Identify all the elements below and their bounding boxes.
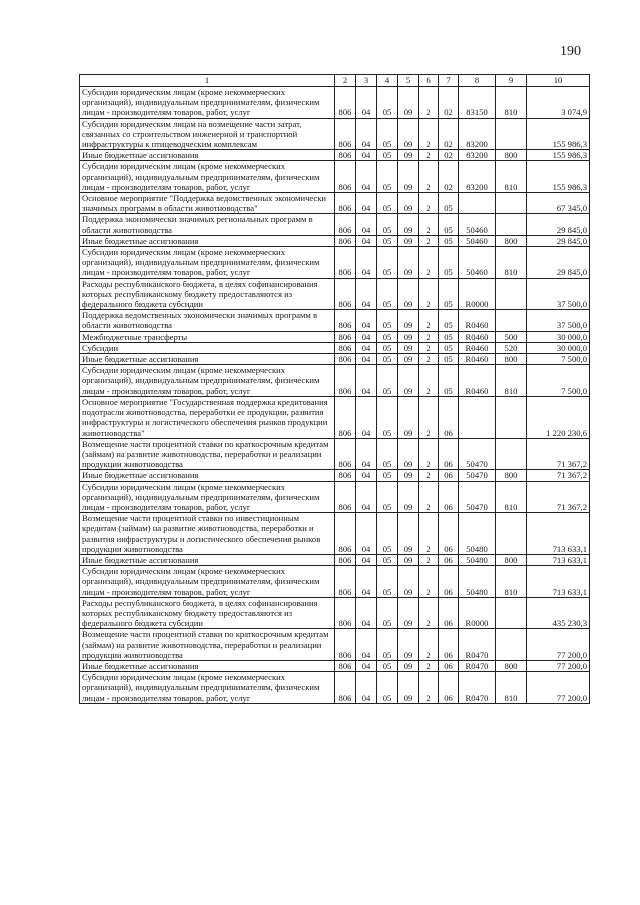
subprogram-code: 09 bbox=[398, 247, 419, 279]
subsection-code: 04 bbox=[356, 470, 377, 481]
program-code: 05 bbox=[377, 354, 398, 365]
type-code bbox=[496, 513, 527, 555]
event-code: 05 bbox=[439, 331, 459, 342]
expense-code: 83200 bbox=[459, 150, 496, 161]
direction-code: 2 bbox=[419, 193, 439, 214]
subsection-code: 04 bbox=[356, 310, 377, 331]
row-description: Субсидии юридическим лицам (кроме некоммерческих организаций), индивидуальным предпринимателям, физическим лицам - производителям товаров, работ, услуг bbox=[80, 481, 335, 513]
table-row bbox=[80, 365, 590, 397]
event-code: 06 bbox=[439, 513, 459, 555]
direction-code: 2 bbox=[419, 396, 439, 438]
subsection-code: 04 bbox=[356, 150, 377, 161]
amount: 29 845,0 bbox=[527, 247, 590, 279]
row-description: Субсидии юридическим лицам (кроме некоммерческих организаций), индивидуальным предпринимателям, физическим лицам - производителям товаров, работ, услуг bbox=[80, 87, 335, 119]
table-row bbox=[80, 161, 590, 193]
expense-code: R0460 bbox=[459, 331, 496, 342]
table-row bbox=[80, 193, 590, 214]
direction-code: 2 bbox=[419, 161, 439, 193]
program-code: 05 bbox=[377, 214, 398, 235]
row-description: Иные бюджетные ассигнования bbox=[80, 354, 335, 365]
section-code: 806 bbox=[335, 354, 356, 365]
subprogram-code: 09 bbox=[398, 481, 419, 513]
subprogram-code: 09 bbox=[398, 554, 419, 565]
event-code: 06 bbox=[439, 672, 459, 704]
subprogram-code: 09 bbox=[398, 214, 419, 235]
subprogram-code: 09 bbox=[398, 597, 419, 629]
section-code: 806 bbox=[335, 513, 356, 555]
type-code: 810 bbox=[496, 566, 527, 598]
type-code bbox=[496, 629, 527, 661]
subsection-code: 04 bbox=[356, 214, 377, 235]
row-description: Иные бюджетные ассигнования bbox=[80, 554, 335, 565]
row-description: Поддержка ведомственных экономически значимых программ в области животноводства bbox=[80, 310, 335, 331]
subsection-code: 04 bbox=[356, 513, 377, 555]
amount: 155 986,3 bbox=[527, 161, 590, 193]
table-header-row bbox=[80, 75, 590, 87]
type-code: 800 bbox=[496, 554, 527, 565]
table-row bbox=[80, 513, 590, 555]
direction-code: 2 bbox=[419, 660, 439, 671]
expense-code: 50480 bbox=[459, 554, 496, 565]
event-code: 02 bbox=[439, 150, 459, 161]
subsection-code: 04 bbox=[356, 278, 377, 310]
subprogram-code: 09 bbox=[398, 118, 419, 150]
row-description: Субсидии bbox=[80, 342, 335, 353]
program-code: 05 bbox=[377, 331, 398, 342]
direction-code: 2 bbox=[419, 470, 439, 481]
amount: 37 500,0 bbox=[527, 278, 590, 310]
subsection-code: 04 bbox=[356, 629, 377, 661]
row-description: Иные бюджетные ассигнования bbox=[80, 470, 335, 481]
expense-code: 50460 bbox=[459, 214, 496, 235]
subsection-code: 04 bbox=[356, 566, 377, 598]
section-code: 806 bbox=[335, 481, 356, 513]
section-code: 806 bbox=[335, 554, 356, 565]
table-row bbox=[80, 396, 590, 438]
subsection-code: 04 bbox=[356, 87, 377, 119]
column-header: 2 bbox=[335, 75, 356, 87]
amount: 71 367,2 bbox=[527, 470, 590, 481]
subprogram-code: 09 bbox=[398, 193, 419, 214]
column-header: 1 bbox=[80, 75, 335, 87]
program-code: 05 bbox=[377, 278, 398, 310]
expense-code: R0000 bbox=[459, 597, 496, 629]
section-code: 806 bbox=[335, 235, 356, 246]
subsection-code: 04 bbox=[356, 118, 377, 150]
amount: 29 845,0 bbox=[527, 235, 590, 246]
table-row bbox=[80, 354, 590, 365]
expense-code: 83150 bbox=[459, 87, 496, 119]
table-row bbox=[80, 214, 590, 235]
expense-code: R0000 bbox=[459, 278, 496, 310]
subprogram-code: 09 bbox=[398, 660, 419, 671]
direction-code: 2 bbox=[419, 554, 439, 565]
event-code: 02 bbox=[439, 161, 459, 193]
expense-code: R0460 bbox=[459, 365, 496, 397]
subprogram-code: 09 bbox=[398, 342, 419, 353]
event-code: 05 bbox=[439, 354, 459, 365]
program-code: 05 bbox=[377, 247, 398, 279]
event-code: 02 bbox=[439, 87, 459, 119]
column-header: 10 bbox=[527, 75, 590, 87]
subsection-code: 04 bbox=[356, 597, 377, 629]
table-row bbox=[80, 672, 590, 704]
row-description: Субсидии юридическим лицам на возмещение части затрат, связанных со строительством инженерной и транспортной инфраструктуры к птицеводческим комплексам bbox=[80, 118, 335, 150]
type-code: 800 bbox=[496, 660, 527, 671]
row-description: Расходы республиканского бюджета, в целях софинансирования которых республиканскому бюджету предоставляются из федерального бюджета субсидии bbox=[80, 278, 335, 310]
section-code: 806 bbox=[335, 470, 356, 481]
section-code: 806 bbox=[335, 278, 356, 310]
subprogram-code: 09 bbox=[398, 87, 419, 119]
expense-code: 83200 bbox=[459, 118, 496, 150]
direction-code: 2 bbox=[419, 672, 439, 704]
direction-code: 2 bbox=[419, 235, 439, 246]
row-description: Иные бюджетные ассигнования bbox=[80, 150, 335, 161]
page-number: 190 bbox=[560, 44, 581, 59]
program-code: 05 bbox=[377, 235, 398, 246]
program-code: 05 bbox=[377, 193, 398, 214]
subprogram-code: 09 bbox=[398, 365, 419, 397]
event-code: 06 bbox=[439, 660, 459, 671]
program-code: 05 bbox=[377, 118, 398, 150]
subsection-code: 04 bbox=[356, 193, 377, 214]
program-code: 05 bbox=[377, 672, 398, 704]
row-description: Расходы республиканского бюджета, в целях софинансирования которых республиканскому бюджету предоставляются из федерального бюджета субсидии bbox=[80, 597, 335, 629]
subsection-code: 04 bbox=[356, 396, 377, 438]
section-code: 806 bbox=[335, 396, 356, 438]
subsection-code: 04 bbox=[356, 365, 377, 397]
section-code: 806 bbox=[335, 566, 356, 598]
amount: 30 000,0 bbox=[527, 342, 590, 353]
type-code: 810 bbox=[496, 87, 527, 119]
event-code: 06 bbox=[439, 481, 459, 513]
program-code: 05 bbox=[377, 310, 398, 331]
amount: 7 500,0 bbox=[527, 365, 590, 397]
event-code: 06 bbox=[439, 629, 459, 661]
section-code: 806 bbox=[335, 660, 356, 671]
expense-code: 83200 bbox=[459, 161, 496, 193]
event-code: 06 bbox=[439, 438, 459, 470]
direction-code: 2 bbox=[419, 438, 439, 470]
direction-code: 2 bbox=[419, 342, 439, 353]
expense-code: 50460 bbox=[459, 247, 496, 279]
section-code: 806 bbox=[335, 161, 356, 193]
amount: 77 200,0 bbox=[527, 660, 590, 671]
amount: 435 230,3 bbox=[527, 597, 590, 629]
event-code: 05 bbox=[439, 310, 459, 331]
table-row bbox=[80, 481, 590, 513]
table-row bbox=[80, 566, 590, 598]
subprogram-code: 09 bbox=[398, 396, 419, 438]
program-code: 05 bbox=[377, 660, 398, 671]
direction-code: 2 bbox=[419, 566, 439, 598]
section-code: 806 bbox=[335, 597, 356, 629]
type-code: 810 bbox=[496, 161, 527, 193]
amount: 3 074,9 bbox=[527, 87, 590, 119]
amount: 713 633,1 bbox=[527, 554, 590, 565]
direction-code: 2 bbox=[419, 629, 439, 661]
row-description: Иные бюджетные ассигнования bbox=[80, 235, 335, 246]
section-code: 806 bbox=[335, 87, 356, 119]
program-code: 05 bbox=[377, 438, 398, 470]
type-code: 520 bbox=[496, 342, 527, 353]
program-code: 05 bbox=[377, 629, 398, 661]
program-code: 05 bbox=[377, 566, 398, 598]
subprogram-code: 09 bbox=[398, 566, 419, 598]
section-code: 806 bbox=[335, 342, 356, 353]
column-header: 7 bbox=[439, 75, 459, 87]
column-header: 6 bbox=[419, 75, 439, 87]
event-code: 06 bbox=[439, 470, 459, 481]
direction-code: 2 bbox=[419, 278, 439, 310]
direction-code: 2 bbox=[419, 87, 439, 119]
amount: 30 000,0 bbox=[527, 331, 590, 342]
direction-code: 2 bbox=[419, 597, 439, 629]
event-code: 05 bbox=[439, 235, 459, 246]
direction-code: 2 bbox=[419, 310, 439, 331]
subsection-code: 04 bbox=[356, 354, 377, 365]
type-code bbox=[496, 118, 527, 150]
event-code: 06 bbox=[439, 554, 459, 565]
program-code: 05 bbox=[377, 396, 398, 438]
table-row bbox=[80, 342, 590, 353]
amount: 155 986,3 bbox=[527, 150, 590, 161]
program-code: 05 bbox=[377, 87, 398, 119]
amount: 713 633,1 bbox=[527, 513, 590, 555]
expense-code: 50480 bbox=[459, 566, 496, 598]
amount: 37 500,0 bbox=[527, 310, 590, 331]
subprogram-code: 09 bbox=[398, 513, 419, 555]
type-code bbox=[496, 214, 527, 235]
direction-code: 2 bbox=[419, 118, 439, 150]
subsection-code: 04 bbox=[356, 331, 377, 342]
event-code: 05 bbox=[439, 193, 459, 214]
program-code: 05 bbox=[377, 470, 398, 481]
program-code: 05 bbox=[377, 150, 398, 161]
event-code: 05 bbox=[439, 278, 459, 310]
table-row bbox=[80, 629, 590, 661]
subprogram-code: 09 bbox=[398, 278, 419, 310]
subprogram-code: 09 bbox=[398, 150, 419, 161]
amount: 1 220 230,6 bbox=[527, 396, 590, 438]
direction-code: 2 bbox=[419, 513, 439, 555]
row-description: Субсидии юридическим лицам (кроме некоммерческих организаций), индивидуальным предпринимателям, физическим лицам - производителям товаров, работ, услуг bbox=[80, 365, 335, 397]
program-code: 05 bbox=[377, 342, 398, 353]
table-row bbox=[80, 150, 590, 161]
program-code: 05 bbox=[377, 554, 398, 565]
row-description: Возмещение части процентной ставки по краткосрочным кредитам (займам) на развитие животноводства, переработки и реализации продукции животноводства bbox=[80, 438, 335, 470]
row-description: Иные бюджетные ассигнования bbox=[80, 660, 335, 671]
amount: 67 345,0 bbox=[527, 193, 590, 214]
row-description: Основное мероприятие "Поддержка ведомственных экономически значимых программ в области животноводства" bbox=[80, 193, 335, 214]
direction-code: 2 bbox=[419, 150, 439, 161]
type-code bbox=[496, 310, 527, 331]
subsection-code: 04 bbox=[356, 672, 377, 704]
section-code: 806 bbox=[335, 214, 356, 235]
section-code: 806 bbox=[335, 193, 356, 214]
subsection-code: 04 bbox=[356, 660, 377, 671]
event-code: 05 bbox=[439, 342, 459, 353]
subprogram-code: 09 bbox=[398, 438, 419, 470]
subsection-code: 04 bbox=[356, 438, 377, 470]
type-code: 810 bbox=[496, 365, 527, 397]
row-description: Межбюджетные трансферты bbox=[80, 331, 335, 342]
type-code bbox=[496, 396, 527, 438]
section-code: 806 bbox=[335, 331, 356, 342]
row-description: Субсидии юридическим лицам (кроме некоммерческих организаций), индивидуальным предпринимателям, физическим лицам - производителям товаров, работ, услуг bbox=[80, 672, 335, 704]
table-row bbox=[80, 118, 590, 150]
amount: 71 367,2 bbox=[527, 481, 590, 513]
direction-code: 2 bbox=[419, 481, 439, 513]
expense-code: 50470 bbox=[459, 438, 496, 470]
row-description: Возмещение части процентной ставки по краткосрочным кредитам (займам) на развитие животноводства, переработки и реализации продукции животноводства bbox=[80, 629, 335, 661]
section-code: 806 bbox=[335, 629, 356, 661]
subsection-code: 04 bbox=[356, 481, 377, 513]
amount: 77 200,0 bbox=[527, 672, 590, 704]
expense-code: 50460 bbox=[459, 235, 496, 246]
subsection-code: 04 bbox=[356, 161, 377, 193]
amount: 7 500,0 bbox=[527, 354, 590, 365]
table-row bbox=[80, 470, 590, 481]
program-code: 05 bbox=[377, 597, 398, 629]
expense-code: 50480 bbox=[459, 513, 496, 555]
type-code bbox=[496, 193, 527, 214]
column-header: 9 bbox=[496, 75, 527, 87]
column-header: 5 bbox=[398, 75, 419, 87]
direction-code: 2 bbox=[419, 247, 439, 279]
type-code: 500 bbox=[496, 331, 527, 342]
type-code: 810 bbox=[496, 672, 527, 704]
section-code: 806 bbox=[335, 672, 356, 704]
program-code: 05 bbox=[377, 481, 398, 513]
expense-code bbox=[459, 396, 496, 438]
type-code: 800 bbox=[496, 235, 527, 246]
section-code: 806 bbox=[335, 365, 356, 397]
row-description: Субсидии юридическим лицам (кроме некоммерческих организаций), индивидуальным предпринимателям, физическим лицам - производителям товаров, работ, услуг bbox=[80, 566, 335, 598]
expense-code: R0460 bbox=[459, 354, 496, 365]
table-row bbox=[80, 660, 590, 671]
direction-code: 2 bbox=[419, 354, 439, 365]
expense-code: 50470 bbox=[459, 481, 496, 513]
direction-code: 2 bbox=[419, 214, 439, 235]
row-description: Субсидии юридическим лицам (кроме некоммерческих организаций), индивидуальным предпринимателям, физическим лицам - производителям товаров, работ, услуг bbox=[80, 161, 335, 193]
section-code: 806 bbox=[335, 247, 356, 279]
subprogram-code: 09 bbox=[398, 629, 419, 661]
subprogram-code: 09 bbox=[398, 470, 419, 481]
column-header: 4 bbox=[377, 75, 398, 87]
row-description: Возмещение части процентной ставки по инвестиционным кредитам (займам) на развитие животноводства, переработки и развития инфраструктуры и логистического обеспечения рынков продукции животноводства bbox=[80, 513, 335, 555]
event-code: 05 bbox=[439, 247, 459, 279]
program-code: 05 bbox=[377, 513, 398, 555]
subprogram-code: 09 bbox=[398, 354, 419, 365]
subsection-code: 04 bbox=[356, 554, 377, 565]
subsection-code: 04 bbox=[356, 235, 377, 246]
table-row bbox=[80, 278, 590, 310]
type-code: 800 bbox=[496, 354, 527, 365]
subprogram-code: 09 bbox=[398, 161, 419, 193]
expense-code bbox=[459, 193, 496, 214]
row-description: Субсидии юридическим лицам (кроме некоммерческих организаций), индивидуальным предпринимателям, физическим лицам - производителям товаров, работ, услуг bbox=[80, 247, 335, 279]
amount: 713 633,1 bbox=[527, 566, 590, 598]
column-header: 8 bbox=[459, 75, 496, 87]
subprogram-code: 09 bbox=[398, 331, 419, 342]
event-code: 06 bbox=[439, 396, 459, 438]
subprogram-code: 09 bbox=[398, 235, 419, 246]
amount: 71 367,2 bbox=[527, 438, 590, 470]
type-code: 810 bbox=[496, 481, 527, 513]
type-code bbox=[496, 597, 527, 629]
event-code: 02 bbox=[439, 118, 459, 150]
event-code: 05 bbox=[439, 214, 459, 235]
subsection-code: 04 bbox=[356, 342, 377, 353]
type-code bbox=[496, 438, 527, 470]
expense-code: R0470 bbox=[459, 672, 496, 704]
table-row bbox=[80, 87, 590, 119]
table-row bbox=[80, 331, 590, 342]
expense-code: R0470 bbox=[459, 660, 496, 671]
row-description: Основное мероприятие "Государственная поддержка кредитования подотрасли животноводства, переработки ее продукции, развития инфраструктуры и логистического обеспечения рынков продукции животноводства" bbox=[80, 396, 335, 438]
program-code: 05 bbox=[377, 161, 398, 193]
type-code: 800 bbox=[496, 470, 527, 481]
section-code: 806 bbox=[335, 118, 356, 150]
amount: 29 845,0 bbox=[527, 214, 590, 235]
budget-table bbox=[79, 74, 590, 704]
type-code: 800 bbox=[496, 150, 527, 161]
table-row bbox=[80, 247, 590, 279]
event-code: 06 bbox=[439, 597, 459, 629]
type-code bbox=[496, 278, 527, 310]
expense-code: R0470 bbox=[459, 629, 496, 661]
expense-code: 50470 bbox=[459, 470, 496, 481]
amount: 77 200,0 bbox=[527, 629, 590, 661]
type-code: 810 bbox=[496, 247, 527, 279]
expense-code: R0460 bbox=[459, 342, 496, 353]
column-header: 3 bbox=[356, 75, 377, 87]
subprogram-code: 09 bbox=[398, 672, 419, 704]
subsection-code: 04 bbox=[356, 247, 377, 279]
direction-code: 2 bbox=[419, 331, 439, 342]
table-row bbox=[80, 438, 590, 470]
subprogram-code: 09 bbox=[398, 310, 419, 331]
table-row bbox=[80, 310, 590, 331]
section-code: 806 bbox=[335, 310, 356, 331]
table-row bbox=[80, 597, 590, 629]
direction-code: 2 bbox=[419, 365, 439, 397]
table-row bbox=[80, 235, 590, 246]
amount: 155 986,3 bbox=[527, 118, 590, 150]
program-code: 05 bbox=[377, 365, 398, 397]
expense-code: R0460 bbox=[459, 310, 496, 331]
row-description: Поддержка экономически значимых региональных программ в области животноводства bbox=[80, 214, 335, 235]
event-code: 06 bbox=[439, 566, 459, 598]
table-row bbox=[80, 554, 590, 565]
event-code: 05 bbox=[439, 365, 459, 397]
section-code: 806 bbox=[335, 150, 356, 161]
section-code: 806 bbox=[335, 438, 356, 470]
